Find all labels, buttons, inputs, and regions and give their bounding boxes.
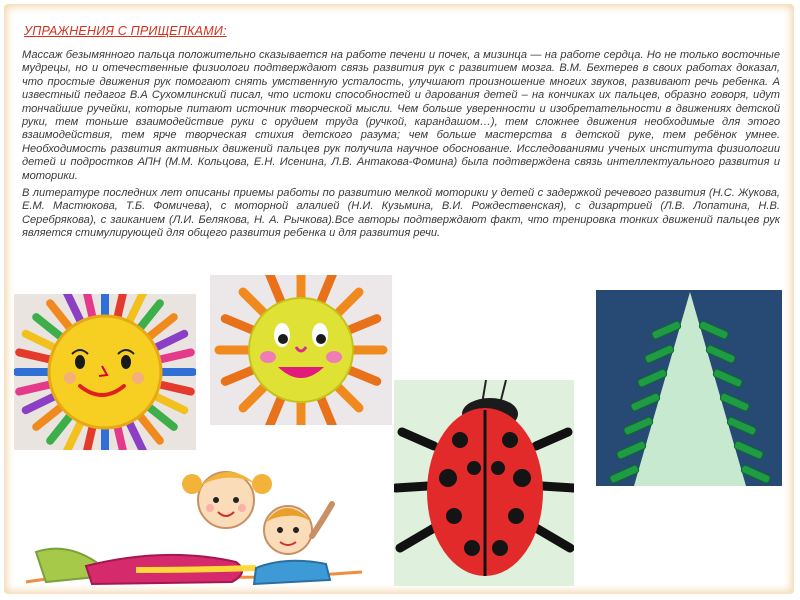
smiling-sun-photo — [210, 275, 392, 425]
fir-tree-photo — [596, 290, 782, 486]
cartoon-children-image — [16, 456, 366, 596]
slide-title — [24, 24, 227, 38]
ladybug-photo — [394, 380, 574, 586]
slide-title-text: УПРАЖНЕНИЯ С ПРИЩЕПКАМИ — [24, 24, 223, 38]
ladybug-image — [394, 380, 574, 586]
sun-clothespins-photo — [14, 294, 196, 450]
smiling-sun-image — [210, 275, 392, 425]
paragraph-2: В литературе последних лет описаны приемы работы по развитию мелкой моторики у детей с задержкой речевого развития (Н.С. Жукова, Е.М. Мастюкова, Т.Б. Фомичева), с моторной алалией (Н.И. Кузьмина, В.И. Рождественская), с дизартрией (Л.В. Лопатина, Н.В. Серебрякова), с заиканием (Л.И. Белякова, Н. А. Рычкова).Все авторы подтверждают факт, что тренировка тонких движений пальцев рук является стимулирующей для общего развития ребенка и для развития речи. — [22, 187, 780, 240]
paragraph-1: Массаж безымянного пальца положительно сказывается на работе печени и почек, а мизинца — на работе сердца. Но не только восточные мудрецы, но и отечественные физиологи подтверждают связь развития рук с развитием мозга. В.М. Бехтерев в своих работах доказал, что простые движения рук помогают снять умственную усталость, улучшают произношение многих звуков, развивают речь ребенка. А известный педагог В.А Сухомлинский писал, что истоки способностей и дарования детей – на кончиках их пальцев, образно говоря, идут тончайшие ручейки, которые питают источник творческой мысли. Чем больше уверенности и изобретательности в движениях детской руки, тем тоньше взаимодействие руки с орудием труда (ручкой, карандашом…), тем сложнее движения необходимые для этого взаимодействия, тем ярче творческая стихия детского разума; чем больше мастерства в детской руке, тем ребёнок умнее. Необходимость развития активных движений пальцев рук получила научное обоснование. Исследованиями ученых института физиологии детей и подростков АПН (М.М. Кольцова, Е.Н. Исенина, Л.В. Антакова-Фомина) была подтверждена связь интеллектуального развития и моторики. — [22, 49, 780, 182]
cartoon-children-illustration — [16, 456, 366, 596]
sun-clothespins-image — [14, 294, 196, 450]
slide-title-colon: : — [222, 24, 227, 38]
slide-body — [22, 49, 780, 245]
fir-tree-image — [596, 290, 782, 486]
